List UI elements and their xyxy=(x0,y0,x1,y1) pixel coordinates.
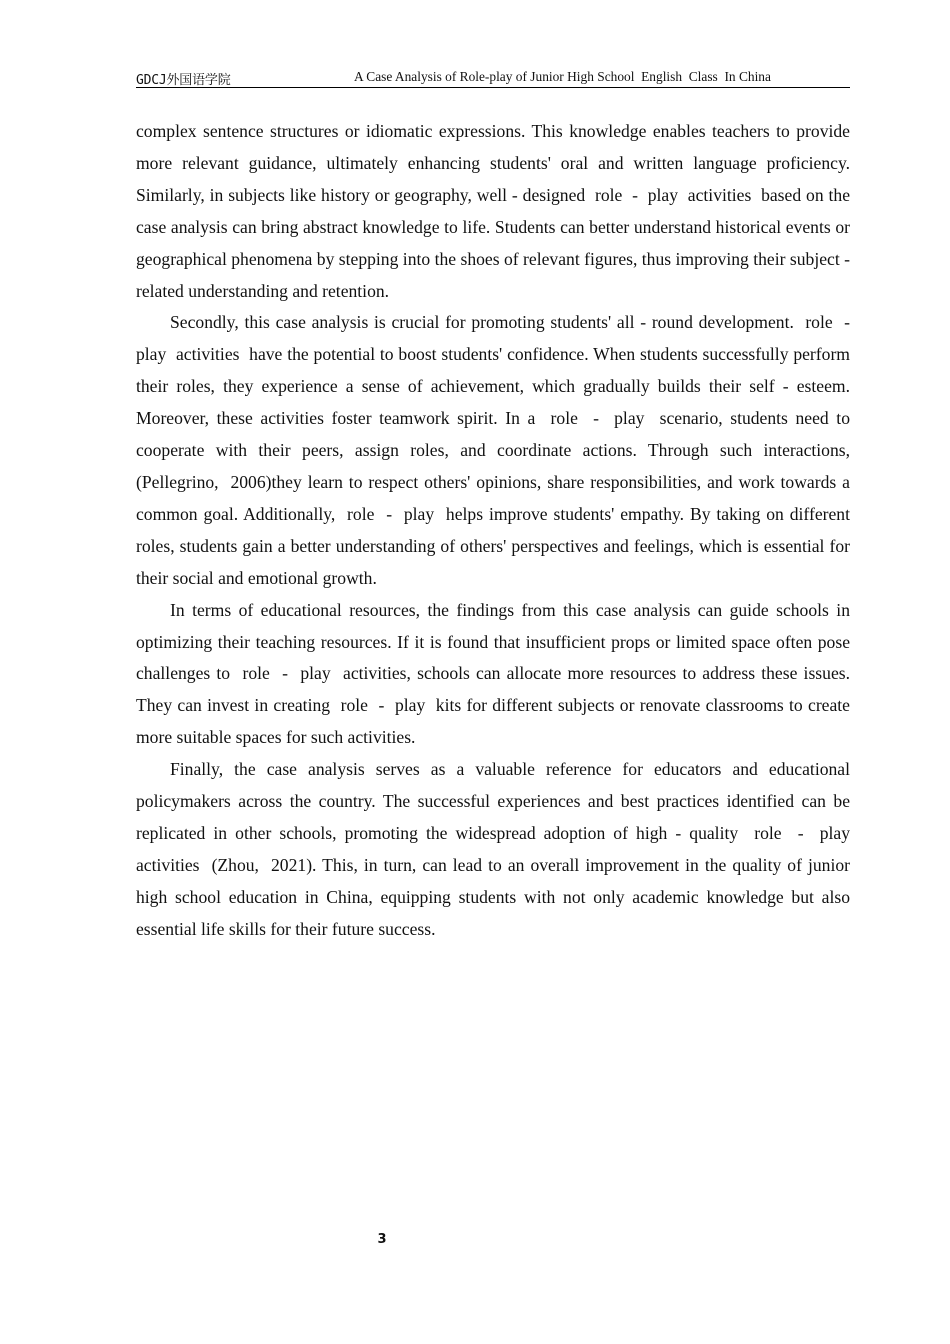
paragraph-educational-resources: In terms of educational resources, the findings from this case analysis can guide schools in optimizing their teaching resources. If it is found that insufficient props or limited space often pose challenges to role - play activities, schools can allocate more resources to address these issues. They can invest in creating role - play kits for different subjects or renovate classrooms to create more suitable spaces for such activities. xyxy=(136,599,855,748)
running-header xyxy=(136,67,850,88)
page-number: 3 xyxy=(377,1232,387,1247)
paragraph-secondly: Secondly, this case analysis is crucial for promoting students' all - round development. role - play activities have the potential to boost students' confidence. When students successfully perform their roles, they experience a sense of achievement, which gradually builds their self - esteem. Moreover, these activities foster teamwork spirit. In a role - play scenario, students need to cooperate with their peers, assign roles, and coordinate actions. Through such interactions, (Pellegrino, 2006)they learn to respect others' opinions, share responsibilities, and work towards a common goal. Additionally, role - play helps improve students' empathy. By taking on different roles, students gain a better understanding of others' perspectives and feelings, which is essential for their social and emotional growth. xyxy=(136,312,859,588)
paragraph-continued: complex sentence structures or idiomatic expressions. This knowledge enables teachers to provide more relevant guidance, ultimately enhancing students' oral and written language proficiency. Similarly, in subjects like history or geography, well - designed role - play activities based on the case analysis can bring abstract knowledge to life. Students can better understand historical events or geographical phenomena by stepping into the shoes of relevant figures, thus improving their subject - related understanding and retention. xyxy=(136,121,855,301)
paragraph-finally: Finally, the case analysis serves as a valuable reference for educators and educational policymakers across the country. The successful experiences and best practices identified can be replicated in other schools, promoting the widespread adoption of high - quality role - play activities (Zhou, 2021). This, in turn, can lead to an overall improvement in the quality of junior high school education in China, equipping students with not only academic knowledge but also essential life skills for their future success. xyxy=(136,759,859,939)
header-institution: GDCJ外国语学院 xyxy=(136,73,231,88)
header-title: A Case Analysis of Role-play of Junior High School English Class In China xyxy=(354,69,771,84)
body-text xyxy=(136,116,859,946)
